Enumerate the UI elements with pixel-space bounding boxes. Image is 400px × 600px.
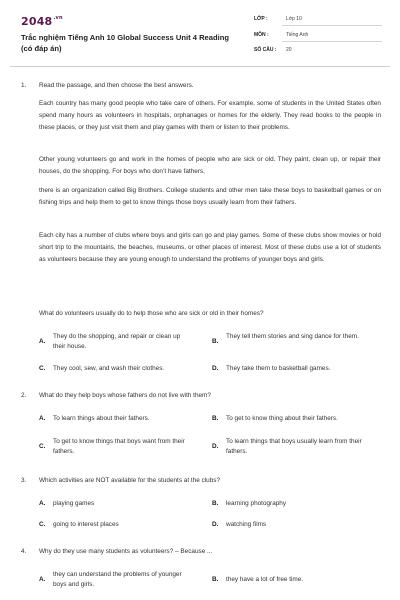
- option-letter: A.: [39, 415, 46, 422]
- answer-option[interactable]: [39, 499, 199, 511]
- question-text: Which activities are NOT available for the students at the clubs?: [39, 477, 221, 484]
- meta-grade: [254, 14, 382, 26]
- option-letter: C.: [39, 521, 46, 528]
- header-divider: [10, 66, 390, 67]
- question-number: 2.: [21, 392, 27, 399]
- passage-paragraph: Each city has a number of clubs where boys and girls can go and play games. Some of these clubs show movies or hold short trip to the mountains, the beaches, museums, or other places of interest. Most of these clubs use a lot of students as volunteers because they are young enough to understand the problems of younger boys and girls.: [39, 232, 381, 263]
- logo-suffix: .vn: [53, 15, 63, 21]
- option-text: playing games: [53, 500, 95, 507]
- option-text: They take them to basketball games.: [226, 365, 331, 372]
- document-title: Trắc nghiệm Tiếng Anh 10 Global Success Unit 4 Reading (có đáp án): [21, 33, 230, 53]
- option-text: going to interest places: [53, 521, 119, 528]
- option-letter: D.: [212, 443, 219, 450]
- answer-option[interactable]: [212, 499, 382, 511]
- option-letter: D.: [212, 365, 219, 372]
- instruction: Read the passage, and then choose the best answers.: [39, 82, 194, 89]
- option-letter: C.: [39, 443, 46, 450]
- logo-text: 2048: [21, 15, 53, 28]
- option-letter: C.: [39, 365, 46, 372]
- option-letter: B.: [212, 338, 219, 345]
- meta-divider: [282, 41, 382, 42]
- option-text: they can understand the problems of younger boys and girls.: [53, 571, 182, 588]
- question-number: 1.: [21, 82, 27, 89]
- meta-question-count: [254, 45, 382, 57]
- option-letter: B.: [212, 415, 219, 422]
- option-text: To get to know thing about their fathers.: [226, 415, 338, 422]
- option-letter: A.: [39, 338, 46, 345]
- answer-option[interactable]: [212, 520, 382, 532]
- meta-subject: [254, 30, 382, 42]
- meta-label: MÔN :: [254, 32, 269, 38]
- passage-paragraph: Each country has many good people who take care of others. For example, some of students in the United States often spend many hours as volunteers in hospitals, orphanages or homes for the elderly. They read books to the people in these places, or they just visit them and play games with them or listen to their problems.: [39, 100, 381, 131]
- option-text: they have a lot of free time.: [226, 576, 304, 583]
- question-number: 4.: [21, 548, 27, 555]
- answer-option[interactable]: [212, 364, 382, 376]
- option-text: To learn things that boys usually learn from their fathers.: [226, 438, 362, 455]
- question-text: Why do they use many students as volunteers? – Because ...: [39, 548, 213, 555]
- answer-option[interactable]: [212, 437, 382, 459]
- option-letter: B.: [212, 576, 219, 583]
- answer-option[interactable]: [39, 364, 199, 376]
- meta-label: SỐ CÂU :: [254, 47, 277, 53]
- answer-option[interactable]: [212, 332, 382, 354]
- meta-value: 20: [286, 47, 292, 53]
- option-letter: D.: [212, 521, 219, 528]
- option-text: They do the shopping, and repair or clean up their house.: [53, 333, 181, 350]
- option-letter: B.: [212, 500, 219, 507]
- passage-paragraph: there is an organization called Big Brothers. College students and other men take these boys to basketball games or on fishing trips and help them to get to know things those boys usually learn from their fathers.: [39, 187, 381, 206]
- option-text: To learn things about their fathers.: [53, 415, 150, 422]
- answer-option[interactable]: [39, 570, 199, 592]
- option-text: watching films: [226, 521, 267, 528]
- option-letter: A.: [39, 500, 46, 507]
- meta-label: LỚP :: [254, 16, 268, 22]
- meta-value: Tiếng Anh: [286, 32, 309, 38]
- option-text: learning photography: [226, 500, 287, 507]
- passage-paragraph: Other young volunteers go and work in the homes of people who are sick or old. They paint, clean up, or repair their houses, do the shopping. For boys who don’t have fathers,: [39, 156, 381, 175]
- question-text: What do volunteers usually do to help those who are sick or old in their homes?: [39, 310, 264, 317]
- answer-option[interactable]: [39, 332, 199, 354]
- option-letter: A.: [39, 576, 46, 583]
- answer-option[interactable]: [39, 520, 199, 532]
- answer-option[interactable]: [212, 414, 382, 426]
- meta-divider: [282, 25, 382, 26]
- question-text: What do they help boys whose fathers do not live with them?: [39, 392, 211, 399]
- option-text: To get to know things that boys want from their fathers.: [53, 438, 185, 455]
- site-logo[interactable]: [21, 15, 63, 28]
- answer-option[interactable]: [212, 575, 382, 587]
- answer-option[interactable]: [39, 414, 199, 426]
- option-text: They tell them stories and sing dance for them.: [226, 333, 359, 340]
- answer-option[interactable]: [39, 437, 199, 459]
- question-number: 3.: [21, 477, 27, 484]
- meta-value: Lớp 10: [286, 16, 302, 22]
- option-text: They cool, sew, and wash their clothes.: [53, 365, 165, 372]
